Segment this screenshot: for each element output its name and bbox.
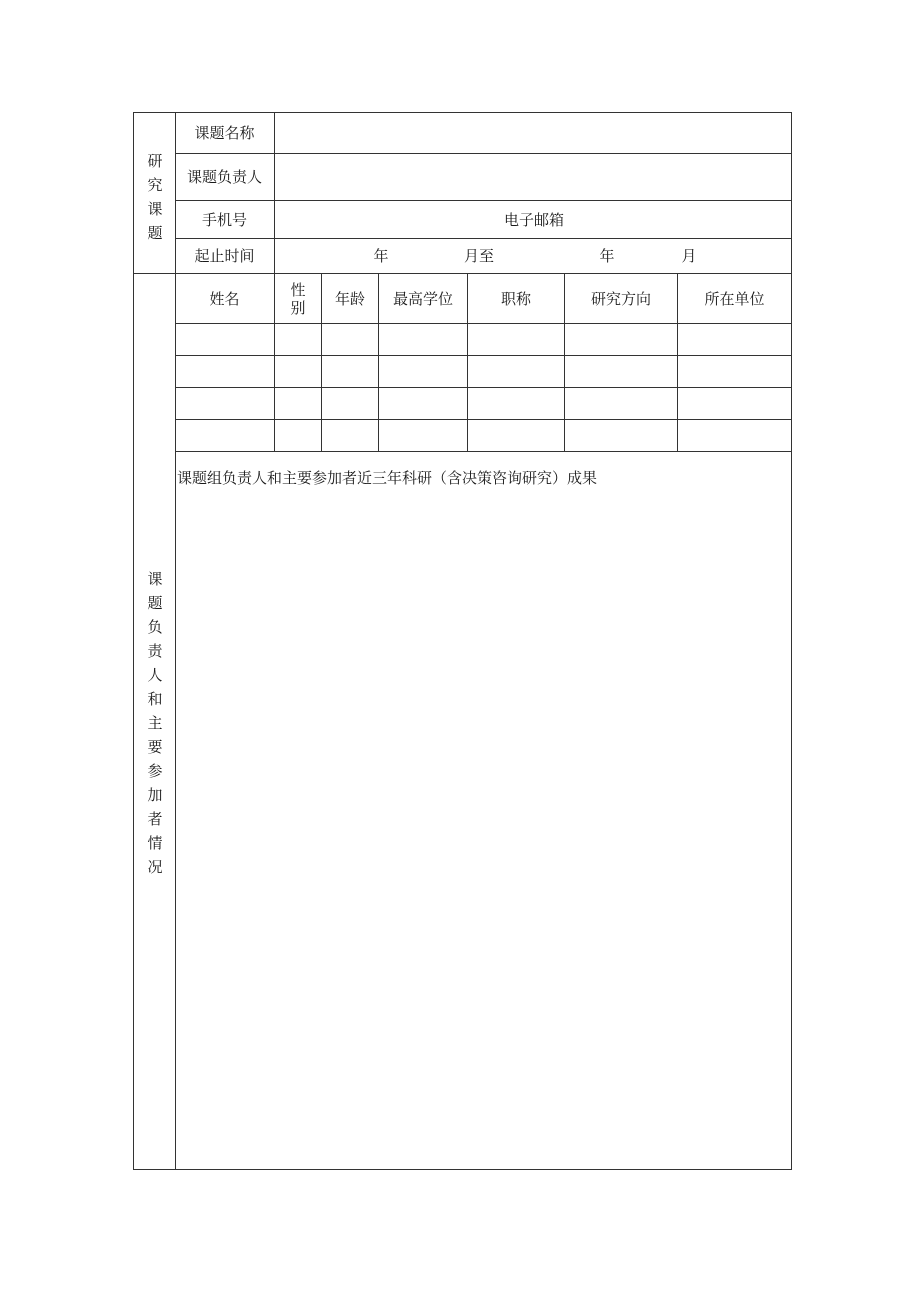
col-header-age: 年龄	[334, 289, 365, 308]
topic-name-label: 课题名称	[194, 124, 255, 142]
email-label: 电子邮箱	[503, 210, 564, 229]
side-char: 责	[147, 642, 163, 660]
phone-label: 手机号	[201, 210, 247, 229]
side-char: 究	[147, 176, 163, 194]
gender-char: 性	[290, 280, 306, 299]
side-char: 参	[147, 762, 163, 780]
side-char: 加	[147, 786, 163, 804]
side-char: 主	[147, 714, 163, 732]
col-header-name: 姓名	[209, 289, 240, 308]
achievements-field[interactable]	[175, 493, 791, 1169]
side-char: 题	[147, 594, 163, 612]
table-row[interactable]	[175, 324, 791, 355]
table-row[interactable]	[175, 420, 791, 451]
col-header-gender	[275, 274, 321, 323]
period-label: 起止时间	[194, 247, 255, 265]
topic-leader-label: 课题负责人	[186, 168, 262, 186]
side-char: 要	[147, 738, 163, 756]
side-char: 情	[147, 834, 163, 852]
row-line	[175, 451, 791, 452]
side-char: 课	[147, 200, 163, 218]
end-year-label: 年	[599, 247, 615, 265]
end-month-label: 月	[681, 247, 697, 265]
application-form	[133, 112, 792, 1170]
section2-side-label	[134, 567, 176, 879]
col-header-affiliation: 所在单位	[704, 289, 765, 308]
col-header-research-field: 研究方向	[590, 289, 651, 308]
gender-char: 别	[290, 298, 306, 317]
col-header-degree: 最高学位	[392, 289, 453, 308]
side-char: 人	[147, 666, 163, 684]
topic-leader-field[interactable]	[275, 154, 791, 200]
table-row[interactable]	[175, 388, 791, 419]
col-header-title: 职称	[500, 289, 531, 308]
side-char: 和	[147, 690, 163, 708]
side-char: 题	[147, 224, 163, 242]
side-char: 课	[147, 570, 163, 588]
start-month-to-label: 月至	[463, 247, 494, 265]
side-char: 研	[147, 152, 163, 170]
table-row[interactable]	[175, 356, 791, 387]
section1-side-label	[134, 149, 176, 245]
side-char: 况	[147, 858, 163, 876]
achievements-label: 课题组负责人和主要参加者近三年科研（含决策咨询研究）成果	[177, 469, 598, 487]
topic-name-field[interactable]	[275, 113, 791, 153]
side-char: 者	[147, 810, 163, 828]
side-char: 负	[147, 618, 163, 636]
start-year-label: 年	[373, 247, 389, 265]
